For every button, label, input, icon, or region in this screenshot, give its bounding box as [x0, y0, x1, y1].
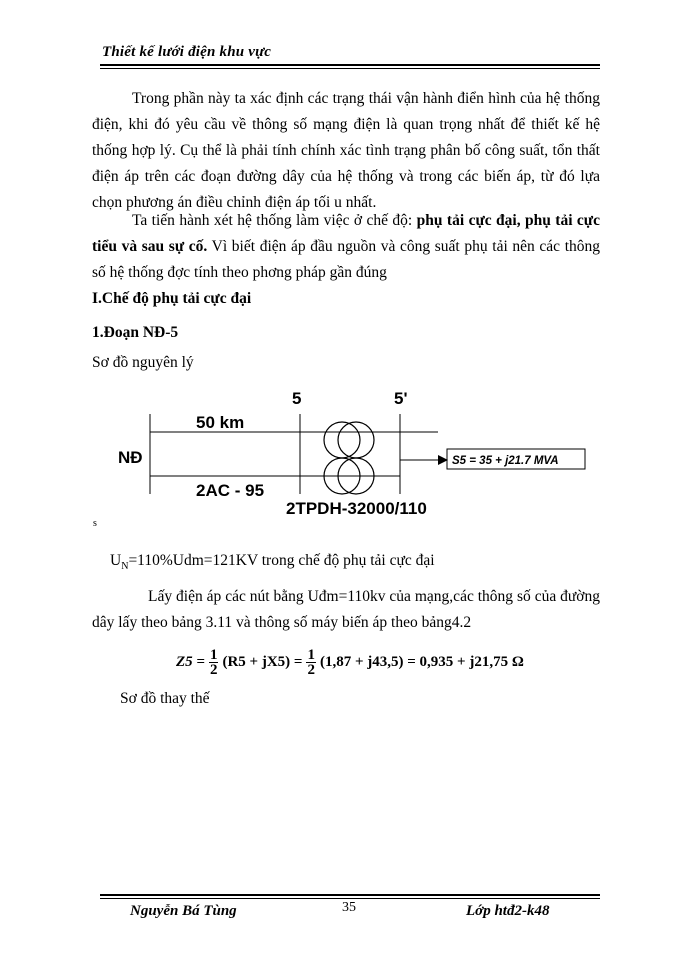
impedance-formula — [176, 648, 524, 677]
tr1-winding-a — [324, 422, 360, 458]
tr1-winding-b — [338, 422, 374, 458]
stray-s: s — [93, 518, 97, 529]
load-label: S5 = 35 + j21.7 MVA — [452, 455, 559, 467]
header-title: Thiết kế lưới điện khu vực — [102, 44, 272, 60]
paragraph-modes: Ta tiến hành xét hệ thống làm việc ở chế độ: phụ tải cực đại, phụ tải cực tiểu và sau sự cố. Vì biết điện áp đầu nguồn và công suất phụ tải nên các thông số hệ thống đợc tính theo phơng pháp gần đúng — [92, 212, 601, 281]
footer-author: Nguyễn Bá Tùng — [130, 903, 237, 919]
footer-rule — [100, 894, 600, 896]
transformer-label: 2TPDH-32000/110 — [286, 499, 427, 518]
page-number: 35 — [342, 900, 356, 915]
un-line: $U_N=110\%Udm=121KV$ trong chế độ phụ tải cực đại — [110, 552, 435, 573]
modes-bold: phụ tải cực đại, phụ tải cực tiểu và sau sự cố. — [92, 212, 600, 255]
conductor-label: 2AC - 95 — [196, 481, 265, 500]
formula-half-1: $\frac{1}{2}$ — [209, 647, 218, 678]
subsection-heading: 1.Đoạn NĐ-5 — [92, 324, 179, 341]
line-length: 50 km — [196, 413, 245, 432]
replacement-label: Sơ đồ thay thế — [120, 690, 210, 707]
formula-lhs: Z5 = — [176, 654, 205, 670]
schematic-label: Sơ đồ nguyên lý — [92, 354, 194, 371]
formula-values: (1,87 + j43,5) = 0,935 + j21,75 Ω — [319, 654, 524, 670]
node-5: 5 — [292, 389, 302, 408]
paragraph-intro: Trong phần này ta xác định các trạng thái vận hành điển hình của hệ thống điện, khi đó yêu cầu về thông số mạng điện là quan trọng nhất để thiết kế hệ thống hợp lý. Cụ thể là phải tính chính xác tình trạng phân bố công suất, tổn thất điện áp trên các đoạn đường dây của hệ thống và trong các biến áp, từ đó lựa chọn phương án điều chỉnh điện áp tối u nhất. — [92, 90, 600, 211]
paragraph-parameters: Lấy điện áp các nút bằng Uđm=110kv của mạng,các thông số của đường dây lấy theo bảng 3.11 và thông số máy biến áp theo bảng4.2 — [92, 588, 600, 631]
node-5prime: 5' — [394, 389, 408, 408]
node-source: NĐ — [118, 448, 143, 467]
footer-class: Lớp htđ2-k48 — [466, 903, 550, 919]
footer-rule-thin — [100, 898, 600, 899]
formula-half-2: $\frac{1}{2}$ — [307, 647, 315, 678]
formula-paren: (R5 + jX5) = — [222, 654, 303, 670]
section-heading: I.Chế độ phụ tải cực đại — [92, 290, 252, 307]
